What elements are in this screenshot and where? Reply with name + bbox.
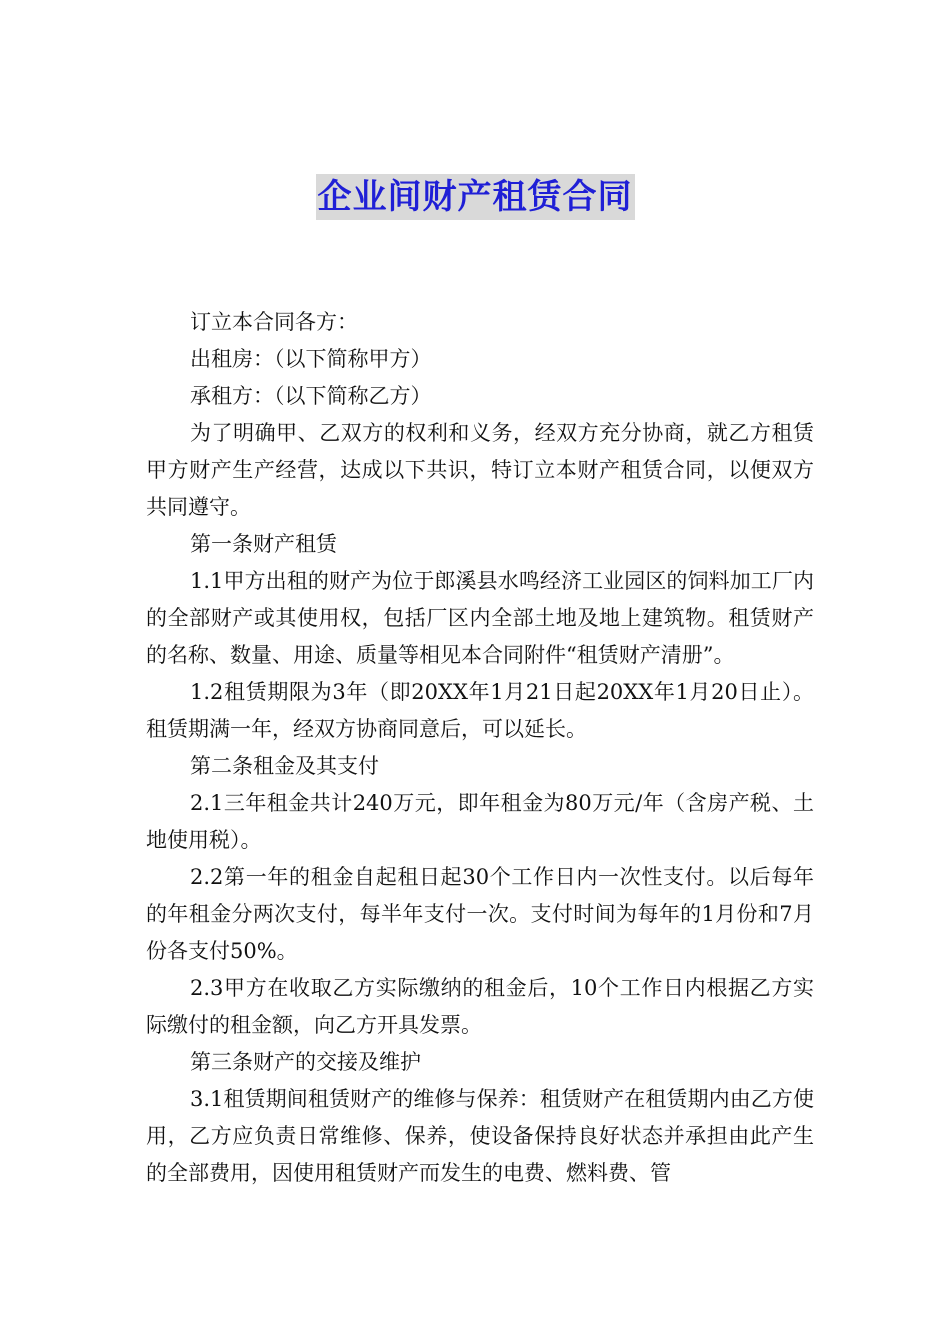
title-container xyxy=(0,174,950,220)
clause-2-1: 2.1三年租金共计240万元，即年租金为80万元/年（含房产税、土地使用税）。 xyxy=(146,791,814,852)
section-heading-3: 第三条财产的交接及维护 xyxy=(190,1050,421,1074)
clause-3-1: 3.1租赁期间租赁财产的维修与保养：租赁财产在租赁期内由乙方使用，乙方应负责日常维修、保养，使设备保持良好状态并承担由此产生的全部费用，因使用租赁财产而发生的电费、燃料费、管 xyxy=(146,1087,814,1185)
paragraph-parties: 订立本合同各方： xyxy=(190,310,358,334)
document-body xyxy=(146,304,814,1192)
section-heading-1: 第一条财产租赁 xyxy=(190,532,337,556)
clause-2-2: 2.2第一年的租金自起租日起30个工作日内一次性支付。以后每年的年租金分两次支付，每半年支付一次。支付时间为每年的1月份和7月份各支付50%。 xyxy=(146,865,814,963)
paragraph-preamble: 为了明确甲、乙双方的权利和义务，经双方充分协商，就乙方租赁甲方财产生产经营，达成以下共识，特订立本财产租赁合同，以便双方共同遵守。 xyxy=(146,421,814,519)
clause-1-1: 1.1甲方出租的财产为位于郎溪县水鸣经济工业园区的饲料加工厂内的全部财产或其使用权，包括厂区内全部土地及地上建筑物。租赁财产的名称、数量、用途、质量等相见本合同附件“租赁财产清册”。 xyxy=(146,569,814,667)
section-heading-2: 第二条租金及其支付 xyxy=(190,754,379,778)
paragraph-lessee: 承租方：（以下简称乙方） xyxy=(190,384,432,408)
clause-1-2: 1.2租赁期限为3年（即20XX年1月21日起20XX年1月20日止）。租赁期满一年，经双方协商同意后，可以延长。 xyxy=(146,680,814,741)
paragraph-lessor: 出租房：（以下简称甲方） xyxy=(190,347,432,371)
clause-2-3: 2.3甲方在收取乙方实际缴纳的租金后，10个工作日内根据乙方实际缴付的租金额，向乙方开具发票。 xyxy=(146,976,814,1037)
document-title: 企业间财产租赁合同 xyxy=(316,174,635,220)
